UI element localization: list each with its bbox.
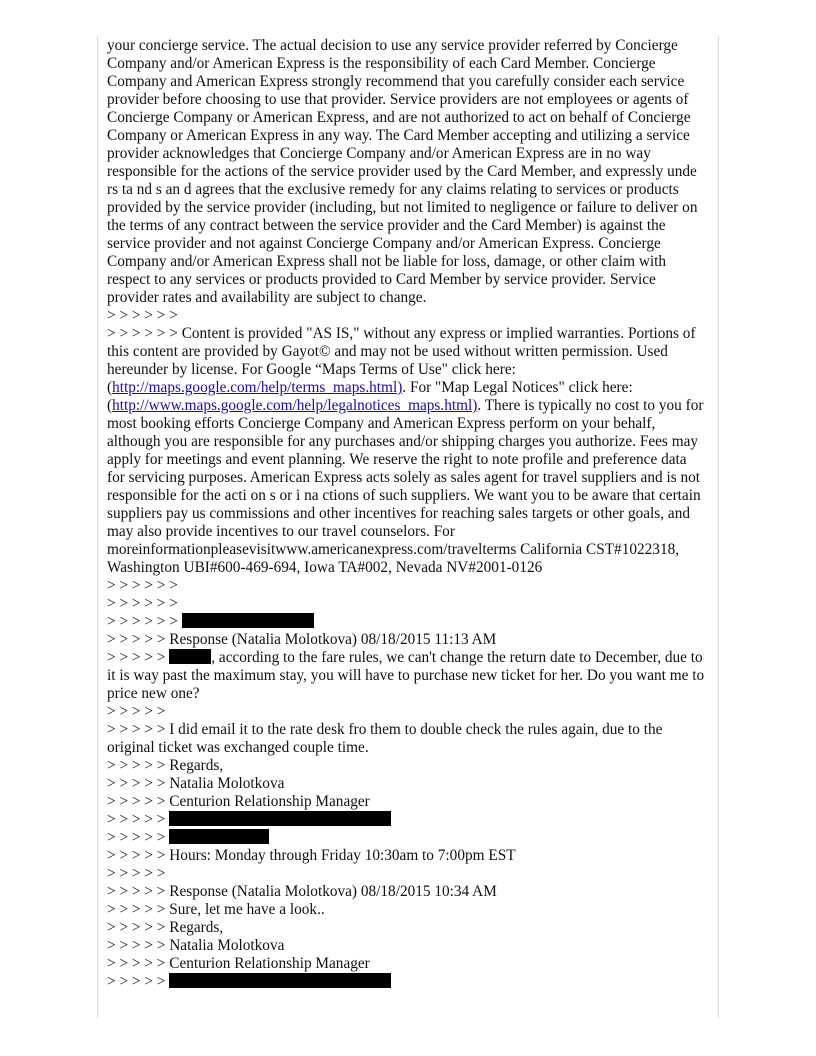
google-maps-legal-notices-link[interactable]: http://www.maps.google.com/help/legalnotices_maps.html) bbox=[112, 397, 478, 414]
signature-regards: > > > > > Regards, bbox=[107, 919, 224, 936]
quote-line: > > > > > > bbox=[107, 307, 178, 324]
quote-line: > > > > > > bbox=[107, 577, 178, 594]
signature-title: > > > > > Centurion Relationship Manager bbox=[107, 793, 370, 810]
quote-line-redacted: > > > > > bbox=[107, 973, 707, 991]
redaction-block bbox=[169, 973, 391, 988]
response-1-body: > > > > > , according to the fare rules, we can't change the return date to December, due to it is way past the maximum stay, you will have to purchase new ticket for her. Do you want me to price new one? bbox=[107, 649, 705, 702]
disclaimer-text-start: > > > > > > Content is provided "AS IS," without any express or implied warranties. Portions of this content are provided by Gayot© and may not be used without written permission. Used hereunder by license. For Google “Maps Terms of Use" click here: ( bbox=[107, 325, 696, 396]
signature-hours: > > > > > Hours: Monday through Friday 10:30am to 7:00pm EST bbox=[107, 847, 516, 864]
quote-line: > > > > > bbox=[107, 865, 166, 882]
redaction-block bbox=[169, 811, 391, 826]
response-2-header: > > > > > Response (Natalia Molotkova) 08/18/2015 10:34 AM bbox=[107, 883, 497, 900]
quote-line: > > > > > bbox=[107, 703, 166, 720]
response-1-body-2: > > > > > I did email it to the rate desk fro them to double check the rules again, due to the original ticket was exchanged couple time. bbox=[107, 721, 663, 756]
signature-name: > > > > > Natalia Molotkova bbox=[107, 937, 285, 954]
disclaimer-paragraph-1: your concierge service. The actual decision to use any service provider referred by Concierge Company and/or American Express is the responsibility of each Card Member. Concierge Company and American Express strongly recommend that you carefully consider each service provider before choosing to use that provider. Service providers are not employees or agents of Concierge Company or American Express, and are not authorized to act on behalf of Concierge Company or American Express in any way. The Card Member accepting and utilizing a service provider acknowledges that Concierge Company and/or American Express are in no way responsible for the actions of the service provider used by the Card Member, and expressly unde rs ta nd s an d agrees that the exclusive remedy for any claims relating to services or products provided by the service provider (including, but not limited to negligence or failure to deliver on the terms of any contract between the service provider and the Card Member) is against the service provider and not against Concierge Company and/or American Express. Concierge Company and/or American Express shall not be liable for loss, damage, or other claim with respect to any services or products provided to Card Member by service provider. Service provider rates and availability are subject to change. bbox=[107, 37, 698, 306]
google-maps-terms-link[interactable]: http://maps.google.com/help/terms_maps.html) bbox=[112, 379, 403, 396]
disclaimer-text-mid: . For "Map Legal Notices" click here: ( bbox=[107, 379, 633, 414]
response-1-header: > > > > > Response (Natalia Molotkova) 08/18/2015 11:13 AM bbox=[107, 631, 497, 648]
signature-title: > > > > > Centurion Relationship Manager bbox=[107, 955, 370, 972]
quote-line: > > > > > > bbox=[107, 595, 178, 612]
disclaimer-text-end: . There is typically no cost to you for most booking efforts Concierge Company and American Express perform on your behalf, although you are responsible for any purchases and/or shipping charges you authorize. Fees may apply for meetings and event planning. We reserve the right to note profile and preference data for servicing purposes. American Express acts solely as sales agent for travel suppliers and is not responsible for the acti on s or i na ctions of such suppliers. We want you to be aware that certain suppliers pay us commissions and other incentives for reaching sales targets or other goals, and may also provide incentives to our travel counselors. For moreinformationpleasevisitwww.americanexpress.com/travelterms California CST#1022318, Washington UBI#600-469-694, Iowa TA#002, Nevada NV#2001-0126 bbox=[107, 397, 704, 576]
quote-line-redacted: > > > > > > bbox=[107, 613, 707, 631]
response-2-body: > > > > > Sure, let me have a look.. bbox=[107, 901, 325, 918]
redaction-block bbox=[169, 829, 269, 844]
signature-regards: > > > > > Regards, bbox=[107, 757, 224, 774]
quote-line-redacted: > > > > > bbox=[107, 811, 707, 829]
redaction-block bbox=[182, 613, 314, 628]
redaction-block bbox=[169, 649, 211, 664]
disclaimer-paragraph-2 bbox=[107, 325, 707, 577]
quote-line-redacted: > > > > > bbox=[107, 829, 707, 847]
signature-name: > > > > > Natalia Molotkova bbox=[107, 775, 285, 792]
email-body bbox=[107, 37, 707, 991]
